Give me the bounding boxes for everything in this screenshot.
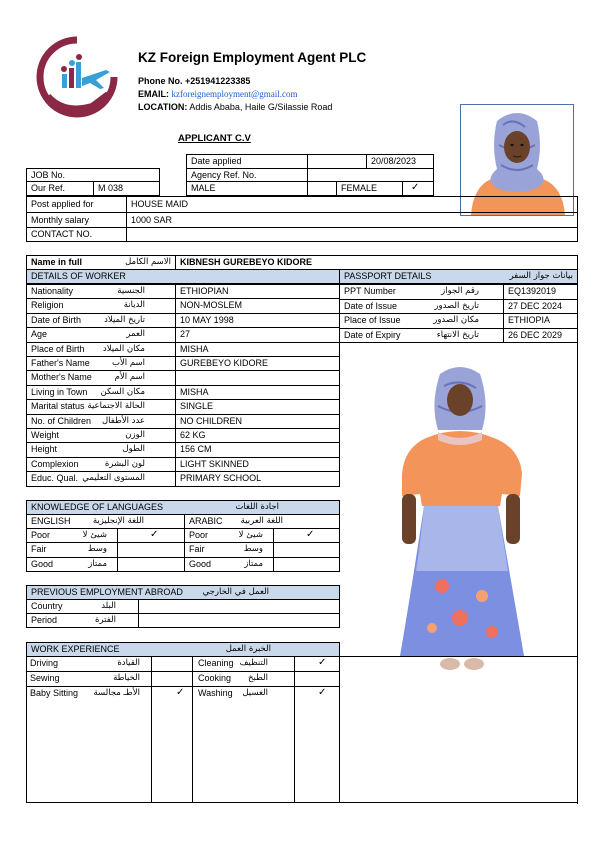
worker-field-value-cell <box>175 399 340 414</box>
language-level-label-ar: وسط <box>243 544 263 555</box>
location-value: Addis Ababa, Haile G/Silassie Road <box>189 102 333 112</box>
passport-field-value-cell <box>503 299 578 315</box>
worker-field-value-cell <box>175 313 340 328</box>
experience-item-label-ar: الغسيل <box>242 688 268 698</box>
worker-field-value-cell <box>175 327 340 342</box>
worker-field-label-ar: اسم الأم <box>114 372 145 383</box>
phone-value: +251941223385 <box>185 76 251 86</box>
experience-item-label-ar: الخياطة <box>113 673 140 683</box>
worker-field-label-cell <box>26 471 176 486</box>
experience-item-label: Driving <box>30 658 59 668</box>
worker-field-value: SINGLE <box>180 401 214 412</box>
company-location <box>138 102 332 112</box>
language-level-label-ar: ممتاز <box>244 558 263 569</box>
passport-field-value: ETHIOPIA <box>508 315 551 325</box>
worker-field-value-cell <box>175 442 340 457</box>
language-level-label-ar: شيئ لا <box>238 530 263 540</box>
worker-field-label: No. of Children <box>31 415 92 426</box>
check-icon: ✓ <box>176 687 185 698</box>
check-icon: ✓ <box>150 529 159 540</box>
worker-field-label-ar: الوزن <box>125 430 145 440</box>
worker-field-value: 62 KG <box>180 430 206 440</box>
experience-item-label-ar: القيادة <box>117 658 140 668</box>
languages-title: KNOWLEDGE OF LANGUAGES <box>31 502 164 512</box>
worker-details-header <box>26 269 340 284</box>
passport-header <box>339 269 578 284</box>
date-applied-empty <box>307 154 367 169</box>
female-label: FEMALE <box>341 183 378 193</box>
job-no-label: JOB No. <box>31 170 66 180</box>
worker-field-label-ar: الجنسية <box>117 286 145 296</box>
language-check-cell <box>117 528 185 543</box>
passport-field-value-cell <box>503 284 578 300</box>
passport-field-label: Date of Expiry <box>344 329 401 340</box>
worker-field-label-cell <box>26 313 176 328</box>
passport-field-label-cell <box>339 299 504 315</box>
passport-field-label-ar: تاريخ الانتهاء <box>436 329 479 340</box>
email-link[interactable]: kzforeignemployment@gmail.com <box>171 89 298 99</box>
worker-field-value-cell <box>175 414 340 429</box>
worker-field-label-ar: اسم الأب <box>111 358 145 368</box>
worker-field-label-ar: تاريخ الميلاد <box>104 314 145 325</box>
passport-field-value: 27 DEC 2024 <box>508 300 563 311</box>
worker-field-label: Mother's Name <box>31 372 92 383</box>
passport-field-label: Place of Issue <box>344 315 401 325</box>
company-logo <box>34 34 120 120</box>
worker-field-label: Height <box>31 444 58 455</box>
worker-field-value-cell <box>175 370 340 385</box>
experience-item-label-ar: الأطـ مجالسة <box>93 688 140 698</box>
worker-field-label-ar: الطول <box>122 444 145 455</box>
experience-item-label: Cooking <box>198 673 232 683</box>
date-applied-label: Date applied <box>191 156 242 166</box>
language-level-cell <box>26 557 118 572</box>
passport-field-label-cell <box>339 284 504 300</box>
language-level-label-ar: شيئ لا <box>82 530 107 540</box>
salary-label: Monthly salary <box>31 215 90 225</box>
worker-field-label-cell <box>26 298 176 313</box>
country-label-cell <box>26 599 139 614</box>
email-label: EMAIL: <box>138 89 169 99</box>
worker-field-label-cell <box>26 399 176 414</box>
experience-item-right <box>198 657 292 671</box>
female-tick-cell <box>402 181 434 196</box>
worker-field-label-cell <box>26 457 176 472</box>
worker-field-label-ar: مكان السكن <box>100 386 145 397</box>
language-level-cell <box>26 528 118 543</box>
experience-item-label-ar: الطبخ <box>248 673 268 683</box>
divider <box>577 342 578 804</box>
previous-employment-title: PREVIOUS EMPLOYMENT ABROAD <box>31 587 183 597</box>
worker-field-label: Age <box>31 329 48 340</box>
worker-field-label-cell <box>26 284 176 299</box>
worker-field-label: Date of Birth <box>31 314 82 325</box>
experience-item-label: Baby Sitting <box>30 688 79 698</box>
divider <box>192 656 193 803</box>
experience-item-label-ar: التنظيف <box>239 658 268 668</box>
language-level-label-ar: ممتاز <box>88 558 107 569</box>
name-label: Name in full <box>31 257 83 267</box>
worker-field-value: 10 MAY 1998 <box>180 314 234 325</box>
post-label-cell <box>26 196 127 213</box>
worker-field-label-cell <box>26 370 176 385</box>
salary-label-cell <box>26 212 127 228</box>
worker-field-label: Weight <box>31 430 59 440</box>
divider <box>294 656 295 803</box>
worker-field-label-cell <box>26 342 176 357</box>
country-label: Country <box>31 601 63 611</box>
work-experience-header <box>26 642 340 657</box>
passport-field-value-cell <box>503 328 578 344</box>
female-check-icon: ✓ <box>411 182 420 193</box>
worker-field-label: Father's Name <box>31 358 90 368</box>
check-icon: ✓ <box>318 687 327 698</box>
language-level-cell <box>184 557 274 572</box>
passport-field-label: Date of Issue <box>344 300 398 311</box>
worker-field-label-cell <box>26 327 176 342</box>
name-label-cell <box>26 255 176 270</box>
worker-field-label: Complexion <box>31 458 79 469</box>
worker-field-label: Place of Birth <box>31 343 85 354</box>
country-label-ar: البلد <box>101 601 116 611</box>
language-level-cell <box>26 542 118 557</box>
passport-field-label: PPT Number <box>344 286 396 296</box>
divider <box>151 656 152 803</box>
passport-field-label-ar: رقم الجواز <box>441 286 479 296</box>
languages-title-ar: اجادة اللغات <box>235 502 279 512</box>
language-level-label: Poor <box>189 530 209 540</box>
worker-field-value: 27 <box>180 329 191 340</box>
passport-field-label-ar: تاريخ الصدور <box>434 300 479 311</box>
worker-field-value: ETHIOPIAN <box>180 286 229 296</box>
salary-value-cell <box>126 212 578 228</box>
worker-field-value: GUREBEYO KIDORE <box>180 358 269 368</box>
passport-field-value: EQ1392019 <box>508 286 557 296</box>
worker-field-value-cell <box>175 284 340 299</box>
worker-field-label: Marital status <box>31 401 85 412</box>
applicant-photo-full <box>342 356 572 690</box>
experience-item-right <box>198 687 292 701</box>
experience-item-label: Cleaning <box>198 658 234 668</box>
divider <box>339 656 340 803</box>
worker-field-value: LIGHT SKINNED <box>180 458 249 469</box>
language-level-label-ar: وسط <box>87 544 107 555</box>
experience-item-left <box>30 672 148 686</box>
worker-field-label-cell <box>26 428 176 443</box>
date-applied-value: 20/08/2023 <box>371 156 417 166</box>
worker-field-value: NO CHILDREN <box>180 415 243 426</box>
passport-field-label-cell <box>339 328 504 344</box>
worker-field-value: PRIMARY SCHOOL <box>180 473 262 484</box>
previous-employment-title-ar: العمل في الخارجي <box>202 587 269 597</box>
company-phone <box>138 76 250 86</box>
contact-value-cell <box>126 227 578 242</box>
job-no-label-cell <box>26 168 160 182</box>
contact-label-cell <box>26 227 127 242</box>
phone-label: Phone No. <box>138 76 183 86</box>
date-applied-value-cell <box>366 154 434 169</box>
worker-field-value-cell <box>175 342 340 357</box>
language-check-cell <box>273 528 340 543</box>
male-label-cell <box>186 181 308 196</box>
experience-item-label: Washing <box>198 688 233 698</box>
company-name: KZ Foreign Employment Agent PLC <box>138 50 367 65</box>
passport-field-value-cell <box>503 313 578 329</box>
worker-field-label-ar: عدد الأطفال <box>101 415 145 426</box>
worker-field-label-cell <box>26 414 176 429</box>
english-header-cell <box>26 514 185 529</box>
worker-field-value: 156 CM <box>180 444 212 455</box>
post-label: Post applied for <box>31 199 94 209</box>
worker-field-label-ar: مكان الميلاد <box>102 343 145 354</box>
worker-field-label: Educ. Qual. <box>31 473 79 484</box>
worker-field-label-ar: العمر <box>126 329 145 340</box>
agency-ref-value-cell <box>307 168 434 182</box>
date-applied-label-cell <box>186 154 308 169</box>
worker-field-label-ar: لون البشرة <box>104 458 145 469</box>
worker-field-value-cell <box>175 298 340 313</box>
worker-field-label: Nationality <box>31 286 74 296</box>
arabic-label: ARABIC <box>189 516 223 526</box>
work-experience-title-ar: الخبرة العمل <box>225 644 271 654</box>
worker-field-value-cell <box>175 457 340 472</box>
salary-value: 1000 SAR <box>131 215 173 225</box>
our-ref-value: M 038 <box>98 183 124 193</box>
passport-field-value: 26 DEC 2029 <box>508 329 563 340</box>
passport-title-ar: بيانات جواز السفر <box>509 271 573 281</box>
agency-ref-label-cell <box>186 168 308 182</box>
period-label: Period <box>31 615 58 625</box>
worker-details-title: DETAILS OF WORKER <box>31 271 126 281</box>
language-level-label: Poor <box>31 530 51 540</box>
our-ref-value-cell <box>93 181 160 196</box>
female-label-cell <box>336 181 403 196</box>
worker-field-value: MISHA <box>180 386 209 397</box>
name-label-ar: الاسم الكامل <box>125 257 171 267</box>
language-check-cell <box>273 557 340 572</box>
period-label-cell <box>26 613 139 628</box>
language-level-label: Fair <box>31 544 47 555</box>
worker-field-value-cell <box>175 471 340 486</box>
location-label: LOCATION: <box>138 102 188 112</box>
language-level-label: Fair <box>189 544 205 555</box>
cv-title: APPLICANT C.V <box>178 133 251 144</box>
english-label-ar: اللغة الإنجليزية <box>92 516 144 526</box>
passport-field-label-cell <box>339 313 504 329</box>
language-level-label: Good <box>189 558 212 569</box>
worker-field-label-ar: المستوى التعليمي <box>82 473 145 484</box>
check-icon: ✓ <box>318 657 327 668</box>
worker-field-label-ar: الديانة <box>123 300 145 311</box>
name-value: KIBNESH GUREBEYO KIDORE <box>180 257 313 267</box>
passport-title: PASSPORT DETAILS <box>344 271 432 281</box>
our-ref-label: Our Ref. <box>31 183 66 193</box>
experience-item-left <box>30 657 148 671</box>
language-level-cell <box>184 528 274 543</box>
worker-field-value-cell <box>175 385 340 400</box>
language-check-cell <box>117 542 185 557</box>
experience-item-label: Sewing <box>30 673 60 683</box>
company-email <box>138 89 298 99</box>
previous-employment-header <box>26 585 340 600</box>
worker-field-value: MISHA <box>180 343 209 354</box>
language-level-label: Good <box>31 558 54 569</box>
post-value: HOUSE MAID <box>131 199 189 209</box>
worker-field-label: Religion <box>31 300 64 311</box>
agency-ref-label: Agency Ref. No. <box>191 170 257 180</box>
experience-item-left <box>30 687 148 701</box>
passport-field-label-ar: مكان الصدور <box>433 315 479 325</box>
work-experience-title: WORK EXPERIENCE <box>31 644 120 654</box>
worker-field-value-cell <box>175 428 340 443</box>
worker-field-value-cell <box>175 356 340 371</box>
worker-field-value: NON-MOSLEM <box>180 300 243 311</box>
post-value-cell <box>126 196 578 213</box>
check-icon: ✓ <box>306 529 315 540</box>
experience-item-right <box>198 672 292 686</box>
worker-field-label: Living in Town <box>31 386 88 397</box>
language-level-cell <box>184 542 274 557</box>
male-label: MALE <box>191 183 216 193</box>
languages-header <box>26 500 340 515</box>
worker-field-label-cell <box>26 385 176 400</box>
language-check-cell <box>273 542 340 557</box>
name-value-cell <box>175 255 578 270</box>
male-tick-cell <box>307 181 337 196</box>
english-label: ENGLISH <box>31 516 71 526</box>
arabic-header-cell <box>184 514 340 529</box>
worker-field-label-cell <box>26 442 176 457</box>
arabic-label-ar: اللغة العربية <box>240 516 283 526</box>
language-check-cell <box>117 557 185 572</box>
worker-field-label-ar: الحالة الاجتماعية <box>87 401 145 412</box>
worker-field-label-cell <box>26 356 176 371</box>
period-label-ar: الفترة <box>95 615 116 625</box>
our-ref-label-cell <box>26 181 94 196</box>
contact-label: CONTACT NO. <box>31 229 93 239</box>
period-value-cell <box>138 613 340 628</box>
country-value-cell <box>138 599 340 614</box>
